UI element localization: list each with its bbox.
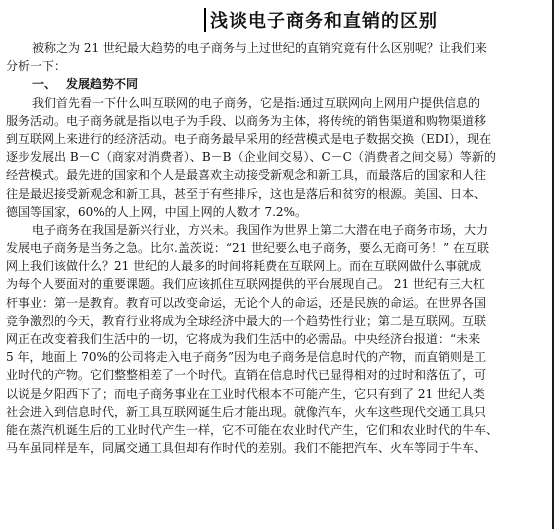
paragraph-line: 社会进入到信息时代，新工具互联网诞生后才能出现。就像汽车，火车这些现代交通工具只	[6, 404, 487, 419]
paragraph-line: 网上我们该做什么？21 世纪的人最多的时间将耗费在互联网上。而在互联网做什么事就成	[6, 259, 482, 274]
paragraph-line: 发展电子商务是当务之急。比尔.盖茨说：“21 世纪要么电子商务，要么无商可务！” 在互联	[6, 241, 489, 256]
paragraph-line: 到互联网上来进行的经济活动。电子商务最早采用的经营模式是电子数据交换（EDI），现在	[6, 131, 492, 146]
paragraph-line: 逐步发展出 B－C（商家对消费者）、B－B（企业间交易）、C－C（消费者之间交易）等新的	[6, 150, 496, 165]
document-body	[6, 39, 550, 457]
section-heading-text: 发展趋势不同	[66, 77, 139, 92]
paragraph-line: 网正在改变着我们生活中的一切，它将成为我们生活中的必需品。中央经济台报道：“未来	[6, 332, 481, 346]
paragraph-line: 业时代的产物。它们整整相差了一个时代。直销在信息时代已显得相对的过时和落伍了，可	[6, 368, 487, 383]
title-area	[204, 6, 438, 34]
paragraph-line: 以说是夕阳西下了；而电子商务事业在工业时代根本不可能产生，它只有到了 21 世纪人类	[6, 386, 485, 401]
paragraph-line: 马车虽同样是车，同属交通工具但却有作时代的差别。我们不能把汽车、火车等同于牛车、	[6, 441, 487, 456]
paragraph-line: 德国等国家，60%的人上网，中国上网的人数才 7.2%。	[6, 204, 307, 219]
paragraph-line: 杆事业：第一是教育。教育可以改变命运，无论个人的命运，还是民族的命运。在世界各国	[6, 295, 487, 310]
paragraph-line: 分析一下：	[6, 59, 67, 74]
paragraph-line: 被称之为 21 世纪最大趋势的电子商务与上过世纪的直销究竟有什么区别呢？让我们来	[32, 41, 487, 55]
text-cursor	[204, 8, 206, 32]
paragraph-line: 能在蒸汽机诞生后的工业时代产生一样，它不可能在农业时代产生，它们和农业时代的牛车、	[6, 422, 499, 437]
section-heading	[6, 75, 550, 93]
paragraph-line: 电子商务在我国是新兴行业，方兴未。我国作为世界上第二大潜在电子商务市场，大力	[32, 222, 489, 237]
paragraph-line: 服务活动。电子商务就是指以电子为手段、以商务为主体，将传统的销售渠道和购物渠道移	[6, 113, 487, 128]
paragraph-line: 我们首先看一下什么叫互联网的电子商务，它是指:通过互联网向上网用户提供信息的	[32, 95, 481, 110]
paragraph-line: 为每个人要面对的重要课题。我们应该抓住互联网提供的平台展现自己。 21 世纪有三大杠	[6, 277, 485, 292]
page-title: 浅谈电子商务和直销的区别	[210, 11, 438, 32]
paragraph-line: 往是最迟接受新观念和新工具，甚至于有些排斥，这也是落后和贫穷的根源。美国、日本、	[6, 186, 487, 201]
paragraph-line: 竞争激烈的今天，教育行业将成为全球经济中最大的一个趋势性行业；第二是互联网。互联	[6, 313, 487, 328]
right-border-line	[552, 0, 554, 529]
section-number: 一、	[32, 77, 57, 92]
paragraph-line: 5 年，地面上 70%的公司将走入电子商务”因为电子商务是信息时代的产物，而直销则是工	[6, 350, 487, 365]
paragraph-line: 经营模式。最先进的国家和个人是最喜欢主动接受新观念和新工具，而最落后的国家和人往	[6, 168, 487, 183]
